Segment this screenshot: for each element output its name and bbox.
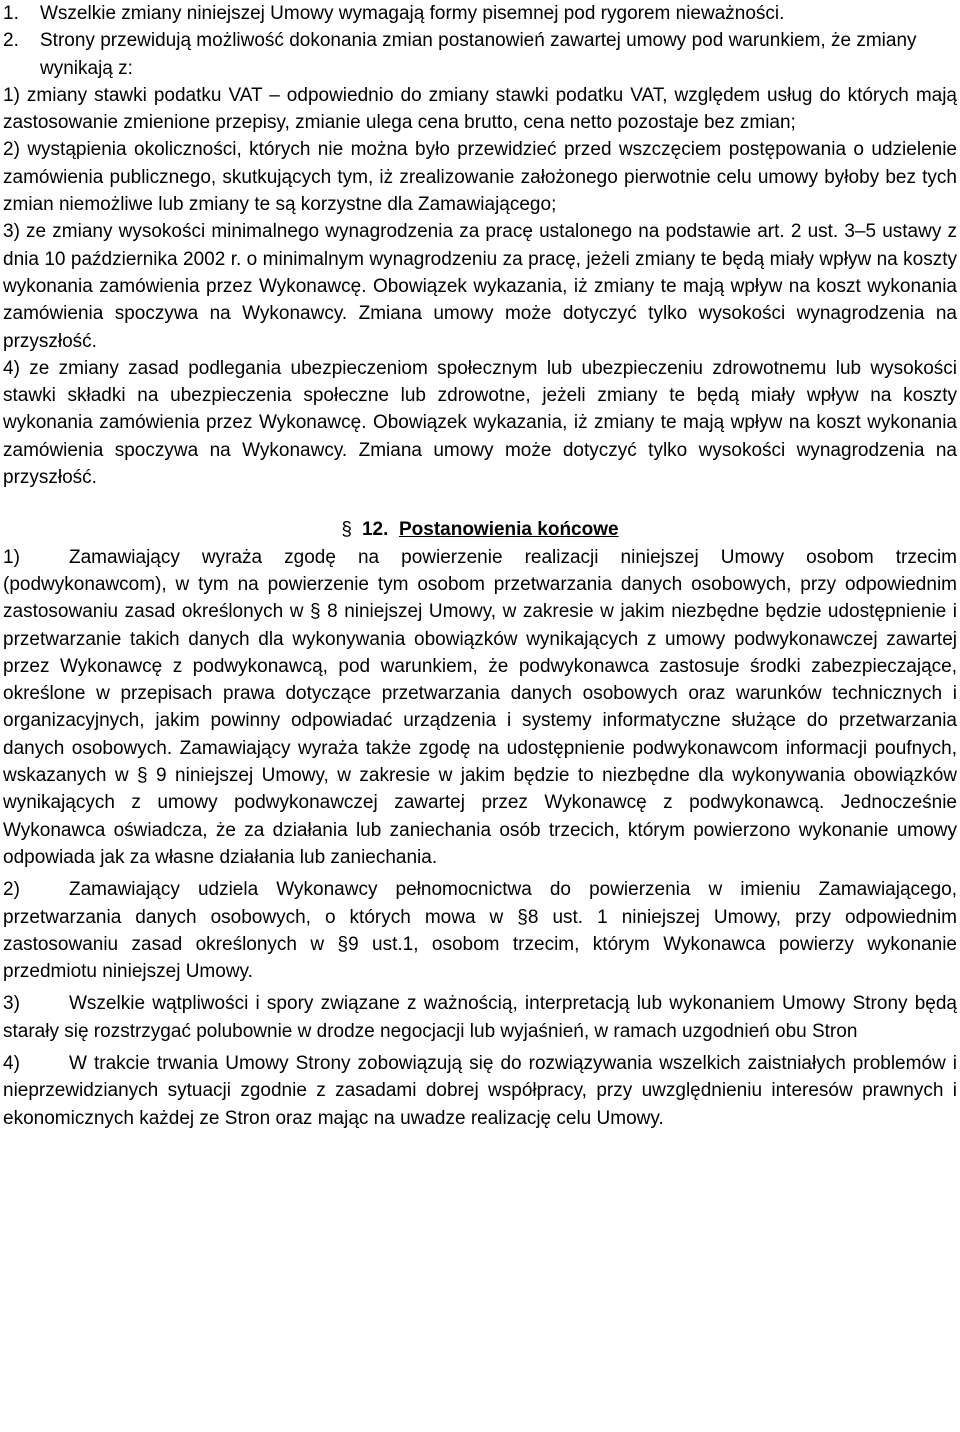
- section11-subitem-4: 4) ze zmiany zasad podlegania ubezpieczeniom społecznym lub ubezpieczeniu zdrowotnemu lub wysokości stawki składki na ubezpieczenia społeczne lub zdrowotne, jeżeli zmiany te będą miały wpływ na koszty wykonania zamówienia przez Wykonawcę. Obowiązek wykazania, iż zmiany te mają wpływ na koszt wykonania zamówienia spoczywa na Wykonawcy. Zmiana umowy może dotyczyć tylko wysokości wynagrodzenia na przyszłość.: [3, 357, 957, 489]
- section12-paragraph-3: [3, 990, 957, 1045]
- section12-heading: [3, 516, 957, 543]
- paragraph-number: 2): [3, 879, 20, 901]
- item-number: 2.: [3, 30, 19, 52]
- paragraph-text: Wszelkie wątpliwości i spory związane z ważnością, interpretacją lub wykonaniem Umowy Strony będą starały się rozstrzygać polubownie w drodze negocjacji lub wyjaśnień, w ramach uzgodnień obu Stron: [3, 993, 957, 1042]
- item-text: Wszelkie zmiany niniejszej Umowy wymagają formy pisemnej pod rygorem nieważności.: [40, 3, 785, 24]
- item-text: Strony przewidują możliwość dokonania zmian postanowień zawartej umowy pod warunkiem, że zmiany wynikają z:: [40, 30, 917, 79]
- section12-paragraph-4: [3, 1050, 957, 1132]
- paragraph-number: 1): [3, 546, 20, 568]
- section11-item-1: [3, 0, 957, 27]
- paragraph-text: W trakcie trwania Umowy Strony zobowiązują się do rozwiązywania wszelkich zaistniałych problemów i nieprzewidzianych sytuacji zgodnie z zasadami dobrej współpracy, przy uwzględnieniu interesów prawnych i ekonomicznych każdej ze Stron oraz mając na uwadze realizację celu Umowy.: [3, 1052, 957, 1129]
- paragraph-number: 3): [3, 993, 20, 1015]
- item-number: 1.: [3, 3, 19, 24]
- section-title: Postanowienia końcowe: [398, 519, 619, 541]
- section12-paragraph-2: [3, 876, 957, 985]
- section12-paragraph-1: [3, 544, 957, 872]
- document-page: [3, 0, 957, 1132]
- section11-subitem-3: 3) ze zmiany wysokości minimalnego wynagrodzenia za pracę ustalonego na podstawie art. 2 ust. 3–5 ustawy z dnia 10 października 2002 r. o minimalnym wynagrodzeniu za pracę, jeżeli zmiany te będą miały wpływ na koszty wykonania zamówienia przez Wykonawcę. Obowiązek wykazania, iż zmiany te mają wpływ na koszt wykonania zamówienia spoczywa na Wykonawcy. Zmiana umowy może dotyczyć tylko wysokości wynagrodzenia na przyszłość.: [3, 221, 957, 352]
- paragraph-number: 4): [3, 1052, 20, 1074]
- section11-subitem-2: 2) wystąpienia okoliczności, których nie można było przewidzieć przed wszczęciem postępowania o udzielenie zamówienia publicznego, skutkujących tym, iż zrealizowanie założonego pierwotnie celu umowy byłoby bez tych zmian niemożliwe lub zmiany te są korzystne dla Zamawiającego;: [3, 139, 957, 216]
- section-sign: §: [341, 519, 352, 541]
- section11-subitem-1: 1) zmiany stawki podatku VAT – odpowiednio do zmiany stawki podatku VAT, względem usług do których mają zastosowanie zmienione przepisy, zmianie ulega cena brutto, cena netto pozostaje bez zmian;: [3, 84, 957, 134]
- section11-item-2: [3, 27, 957, 82]
- paragraph-text: Zamawiający udziela Wykonawcy pełnomocnictwa do powierzenia w imieniu Zamawiającego, przetwarzania danych osobowych, o których mowa w §8 ust. 1 niniejszej Umowy, przy odpowiednim zastosowaniu zasad określonych w §9 ust.1, osobom trzecim, którym Wykonawca powierzy wykonanie przedmiotu niniejszej Umowy.: [3, 879, 957, 983]
- section-number: 12.: [361, 519, 389, 541]
- paragraph-text: Zamawiający wyraża zgodę na powierzenie realizacji niniejszej Umowy osobom trzecim (podwykonawcom), w tym na powierzenie tym osobom przetwarzania danych osobowych, przy odpowiednim zastosowaniu zasad określonych w § 8 niniejszej Umowy, w zakresie w jakim niezbędne będzie udostępnienie i przetwarzanie takich danych dla wykonywania obowiązków wynikających z umowy podwykonawczej zawartej przez Wykonawcę z podwykonawcą, pod warunkiem, że podwykonawca zastosuje środki zabezpieczające, określone w przepisach prawa dotyczące przetwarzania danych osobowych oraz warunków technicznych i organizacyjnych, jakim powinny odpowiadać urządzenia i systemy informatyczne służące do przetwarzania danych osobowych. Zamawiający wyraża także zgodę na udostępnienie podwykonawcom informacji poufnych, wskazanych w § 9 niniejszej Umowy, w zakresie w jakim będzie to niezbędne dla wykonywania obowiązków wynikających z umowy podwykonawczej zawartej przez Wykonawcę z podwykonawcą. Jednocześnie Wykonawca oświadcza, że za działania lub zaniechania osób trzecich, którym powierzono wykonanie umowy odpowiada jak za własne działania lub zaniechania.: [3, 546, 957, 868]
